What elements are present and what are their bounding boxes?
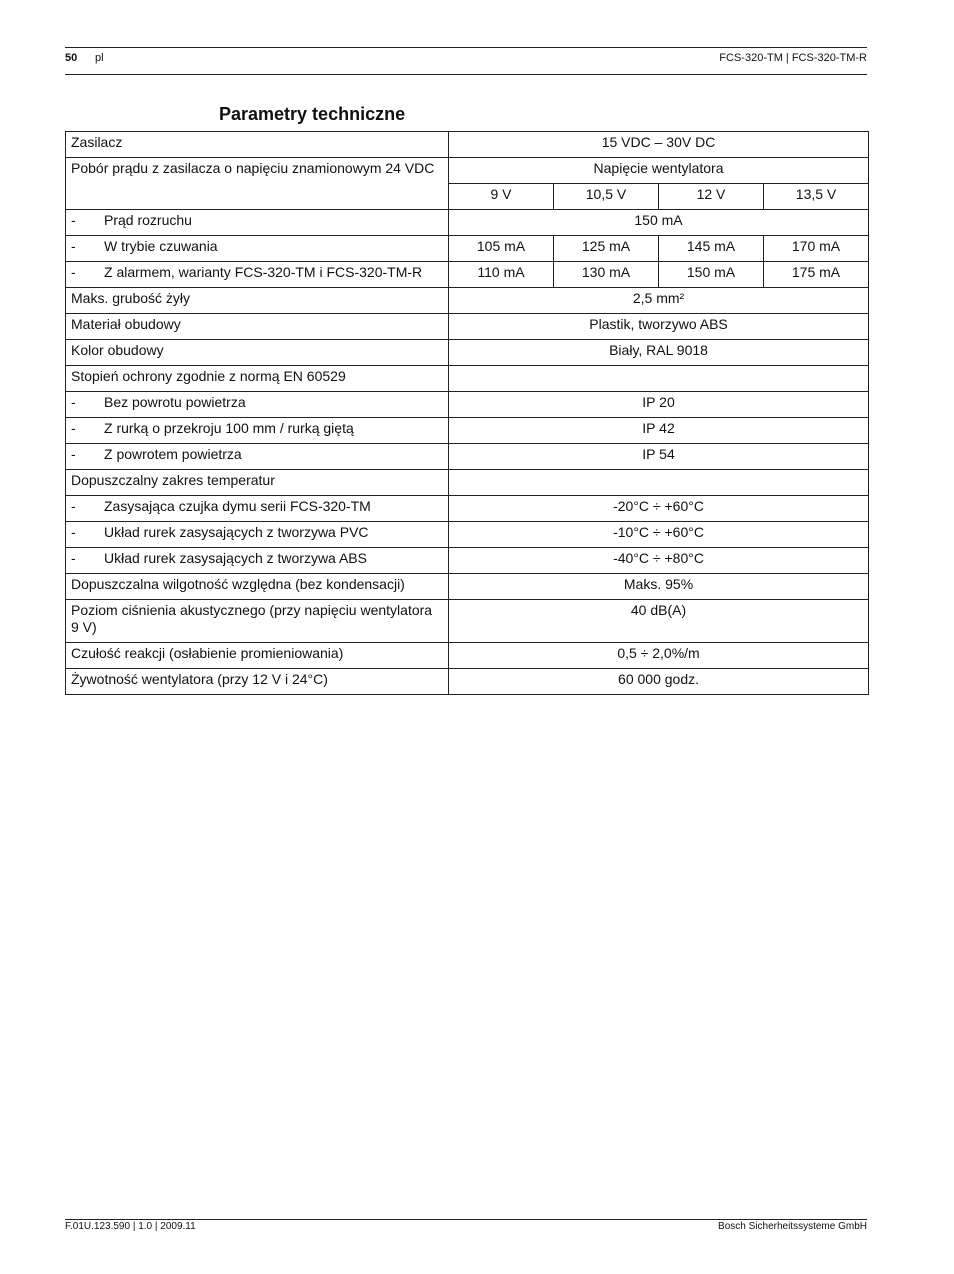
alarm-label-text: Z alarmem, warianty FCS-320-TM i FCS-320-TM-R [104, 264, 423, 280]
alarm-value: 175 mA [764, 262, 869, 288]
protection-label: Stopień ochrony zgodnie z normą EN 60529 [66, 366, 449, 392]
table-row [66, 522, 869, 548]
alarm-value: 150 mA [659, 262, 764, 288]
standby-value: 170 mA [764, 236, 869, 262]
temp-detector-value: -20°C ÷ +60°C [449, 496, 869, 522]
prot-tube-value: IP 42 [449, 418, 869, 444]
sensitivity-value: 0,5 ÷ 2,0%/m [449, 643, 869, 669]
current-label: Pobór prądu z zasilacza o napięciu znamionowym 24 VDC [66, 158, 449, 210]
dash: - [71, 420, 76, 436]
prot-return-label [66, 444, 449, 470]
startup-label-text: Prąd rozruchu [104, 212, 192, 228]
color-label: Kolor obudowy [66, 340, 449, 366]
table-row [66, 236, 869, 262]
temp-pvc-text: Układ rurek zasysających z tworzywa PVC [104, 524, 369, 540]
humidity-label: Dopuszczalna wilgotność względna (bez kondensacji) [66, 574, 449, 600]
wire-value: 2,5 mm² [449, 288, 869, 314]
table-row [66, 314, 869, 340]
standby-label-text: W trybie czuwania [104, 238, 218, 254]
table-row [66, 470, 869, 496]
standby-value: 125 mA [554, 236, 659, 262]
prot-tube-label [66, 418, 449, 444]
document-title: FCS-320-TM | FCS-320-TM-R [719, 52, 867, 64]
alarm-value: 130 mA [554, 262, 659, 288]
dash: - [71, 524, 76, 540]
table-row [66, 574, 869, 600]
dash: - [71, 264, 76, 280]
fan-life-value: 60 000 godz. [449, 669, 869, 695]
table-row [66, 392, 869, 418]
table-row [66, 496, 869, 522]
table-row [66, 158, 869, 184]
temp-detector-label [66, 496, 449, 522]
prot-no-return-label [66, 392, 449, 418]
prot-return-text: Z powrotem powietrza [104, 446, 242, 462]
header-bottom-rule [65, 74, 867, 75]
voltage-cell: 9 V [449, 184, 554, 210]
startup-label [66, 210, 449, 236]
standby-value: 105 mA [449, 236, 554, 262]
noise-label: Poziom ciśnienia akustycznego (przy napięciu wentylatora 9 V) [66, 600, 449, 643]
color-value: Biały, RAL 9018 [449, 340, 869, 366]
temp-pvc-value: -10°C ÷ +60°C [449, 522, 869, 548]
prot-no-return-text: Bez powrotu powietrza [104, 394, 246, 410]
dash: - [71, 212, 76, 228]
fan-life-label: Żywotność wentylatora (przy 12 V i 24°C) [66, 669, 449, 695]
sensitivity-label: Czułość reakcji (osłabienie promieniowania) [66, 643, 449, 669]
protection-value-empty [449, 366, 869, 392]
fan-voltage-header: Napięcie wentylatora [449, 158, 869, 184]
table-row [66, 262, 869, 288]
table-row [66, 288, 869, 314]
footer-rule [65, 1219, 867, 1220]
language-code: pl [95, 52, 104, 64]
dash: - [71, 550, 76, 566]
humidity-value: Maks. 95% [449, 574, 869, 600]
prot-tube-text: Z rurką o przekroju 100 mm / rurką giętą [104, 420, 354, 436]
temp-abs-label [66, 548, 449, 574]
table-row [66, 643, 869, 669]
footer-company: Bosch Sicherheitssysteme GmbH [718, 1221, 867, 1232]
table-row [66, 210, 869, 236]
dash: - [71, 446, 76, 462]
table-row [66, 366, 869, 392]
dash: - [71, 394, 76, 410]
supply-label: Zasilacz [66, 132, 449, 158]
temp-abs-value: -40°C ÷ +80°C [449, 548, 869, 574]
table-row [66, 548, 869, 574]
header-top-rule [65, 47, 867, 48]
table-row [66, 669, 869, 695]
technical-parameters-table [65, 131, 869, 695]
prot-no-return-value: IP 20 [449, 392, 869, 418]
noise-value: 40 dB(A) [449, 600, 869, 643]
temp-detector-text: Zasysająca czujka dymu serii FCS-320-TM [104, 498, 371, 514]
temp-value-empty [449, 470, 869, 496]
dash: - [71, 498, 76, 514]
table-row [66, 444, 869, 470]
table-row [66, 418, 869, 444]
alarm-label [66, 262, 449, 288]
voltage-cell: 13,5 V [764, 184, 869, 210]
prot-return-value: IP 54 [449, 444, 869, 470]
table-row [66, 340, 869, 366]
table-row [66, 600, 869, 643]
page-number: 50 [65, 52, 78, 64]
startup-value: 150 mA [449, 210, 869, 236]
voltage-cell: 10,5 V [554, 184, 659, 210]
material-value: Plastik, tworzywo ABS [449, 314, 869, 340]
material-label: Materiał obudowy [66, 314, 449, 340]
temp-pvc-label [66, 522, 449, 548]
voltage-cell: 12 V [659, 184, 764, 210]
section-title: Parametry techniczne [219, 104, 406, 124]
wire-label: Maks. grubość żyły [66, 288, 449, 314]
temp-label: Dopuszczalny zakres temperatur [66, 470, 449, 496]
alarm-value: 110 mA [449, 262, 554, 288]
standby-value: 145 mA [659, 236, 764, 262]
temp-abs-text: Układ rurek zasysających z tworzywa ABS [104, 550, 367, 566]
standby-label [66, 236, 449, 262]
table-row [66, 132, 869, 158]
footer-document-id: F.01U.123.590 | 1.0 | 2009.11 [65, 1221, 196, 1232]
supply-value: 15 VDC – 30V DC [449, 132, 869, 158]
dash: - [71, 238, 76, 254]
